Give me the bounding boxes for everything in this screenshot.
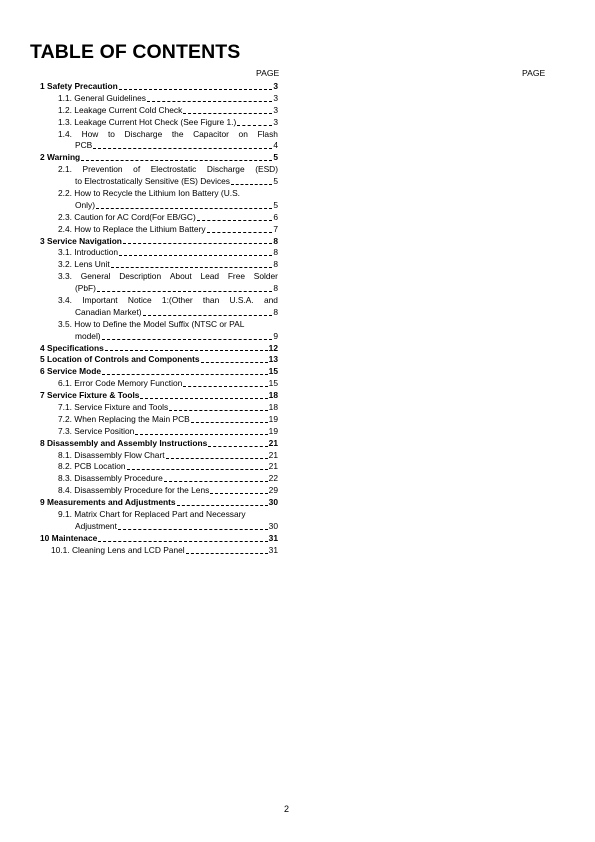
toc-page-number: 21 xyxy=(268,449,278,460)
toc-entry-title: 3.2. Lens Unit xyxy=(58,259,110,270)
toc-chapter-entry[interactable] xyxy=(30,438,278,450)
toc-leader-dots xyxy=(143,315,273,316)
toc-entry-continuation[interactable] xyxy=(30,140,278,152)
toc-leader-dots xyxy=(81,160,272,161)
toc-entry-title: 8.2. PCB Location xyxy=(58,461,126,472)
toc-leader-dots xyxy=(111,267,273,268)
toc-page-number: 19 xyxy=(268,413,278,424)
toc-entry-title: 8 Disassembly and Assembly Instructions xyxy=(40,437,208,448)
toc-page-number: 8 xyxy=(273,283,278,294)
toc-chapter-entry[interactable] xyxy=(30,343,278,355)
toc-leader-dots xyxy=(119,89,273,90)
toc-leader-dots xyxy=(96,208,272,209)
toc-entry-title: 3.5. How to Define the Model Suffix (NTSC or PAL xyxy=(58,318,245,329)
toc-section-entry[interactable] xyxy=(30,414,278,426)
toc-entry-title: 1.1. General Guidelines xyxy=(58,92,146,103)
toc-page-number: 13 xyxy=(268,354,278,365)
toc-entry-title: to Electrostatically Sensitive (ES) Devices xyxy=(75,176,230,187)
toc-leader-dots xyxy=(197,220,273,221)
toc-leader-dots xyxy=(98,541,267,542)
toc-page-number: 3 xyxy=(273,116,278,127)
toc-page-number: 3 xyxy=(273,92,278,103)
toc-leader-dots xyxy=(119,255,272,256)
toc-entry-title: 8.4. Disassembly Procedure for the Lens xyxy=(58,485,210,496)
toc-section-entry[interactable] xyxy=(30,450,278,462)
toc-leader-dots xyxy=(169,410,268,411)
toc-entry-title: 6.1. Error Code Memory Function xyxy=(58,378,183,389)
toc-entry-continuation[interactable] xyxy=(30,521,278,533)
toc-chapter-entry[interactable] xyxy=(30,390,278,402)
toc-section-entry[interactable] xyxy=(30,259,278,271)
toc-leader-dots xyxy=(105,350,268,351)
toc-entry-title: 3.1. Introduction xyxy=(58,247,119,258)
toc-section-entry[interactable] xyxy=(30,188,278,200)
toc-entry-title: 3 Service Navigation xyxy=(40,235,122,246)
toc-entry-continuation[interactable] xyxy=(30,331,278,343)
toc-entry-title: 2.1. Prevention of Electrostatic Discharge (ESD) xyxy=(58,164,278,175)
toc-section-entry[interactable] xyxy=(30,545,278,557)
toc-section-entry[interactable] xyxy=(30,117,278,129)
toc-page-number: 18 xyxy=(268,402,278,413)
toc-section-entry[interactable] xyxy=(30,485,278,497)
toc-section-entry[interactable] xyxy=(30,105,278,117)
toc-entry-title: PCB xyxy=(75,140,93,151)
toc-page-number: 21 xyxy=(268,461,278,472)
toc-leader-dots xyxy=(166,458,268,459)
toc-page-number: 19 xyxy=(268,425,278,436)
toc-section-entry[interactable] xyxy=(30,319,278,331)
toc-section-entry[interactable] xyxy=(30,426,278,438)
toc-leader-dots xyxy=(118,529,268,530)
toc-entry-title: 8.3. Disassembly Procedure xyxy=(58,473,163,484)
toc-leader-dots xyxy=(127,469,268,470)
toc-leader-dots xyxy=(237,125,272,126)
toc-page-number: 15 xyxy=(268,366,278,377)
toc-section-entry[interactable] xyxy=(30,402,278,414)
toc-page-number: 18 xyxy=(268,390,278,401)
toc-entry-title: 2.4. How to Replace the Lithium Battery xyxy=(58,223,206,234)
toc-section-entry[interactable] xyxy=(30,164,278,176)
toc-chapter-entry[interactable] xyxy=(30,533,278,545)
toc-page-number: 8 xyxy=(273,306,278,317)
toc-entry-title: 9.1. Matrix Chart for Replaced Part and Necessary xyxy=(58,509,246,520)
toc-page-number: 5 xyxy=(273,199,278,210)
toc-page-number: 30 xyxy=(268,520,278,531)
toc-page-number: 12 xyxy=(268,342,278,353)
toc-entry-title: 7.1. Service Fixture and Tools xyxy=(58,402,169,413)
toc-section-entry[interactable] xyxy=(30,295,278,307)
toc-entry-title: model) xyxy=(75,330,101,341)
toc-leader-dots xyxy=(135,434,267,435)
toc-entry-title: 3.4. Important Notice 1:(Other than U.S.A. and xyxy=(58,295,278,306)
toc-page-number: 15 xyxy=(268,378,278,389)
toc-section-entry[interactable] xyxy=(30,271,278,283)
toc-section-entry[interactable] xyxy=(30,93,278,105)
toc-entry-title: 1.3. Leakage Current Hot Check (See Figure 1.) xyxy=(58,116,237,127)
toc-page-number: 29 xyxy=(268,485,278,496)
toc-page-number: 7 xyxy=(273,223,278,234)
toc-entry-title: 9 Measurements and Adjustments xyxy=(40,497,176,508)
toc-page-number: 8 xyxy=(273,259,278,270)
toc-entry-title: Canadian Market) xyxy=(75,306,142,317)
toc-leader-dots xyxy=(123,243,272,244)
toc-entry-title: 1 Safety Precaution xyxy=(40,81,118,91)
toc-section-entry[interactable] xyxy=(30,224,278,236)
toc-leader-dots xyxy=(183,386,267,387)
toc-page-number: 3 xyxy=(273,81,278,91)
toc-leader-dots xyxy=(102,339,273,340)
toc-page-number: 30 xyxy=(268,497,278,508)
toc-entry-title: 6 Service Mode xyxy=(40,366,101,377)
toc-leader-dots xyxy=(186,553,268,554)
toc-page-number: 8 xyxy=(273,235,278,246)
toc-leader-dots xyxy=(210,493,267,494)
toc-page-number: 31 xyxy=(268,532,278,543)
toc-leader-dots xyxy=(97,291,272,292)
page-column-heading-right: PAGE xyxy=(522,68,546,78)
toc-entry-title: 4 Specifications xyxy=(40,342,104,353)
toc-page-number: 8 xyxy=(273,247,278,258)
toc-chapter-entry[interactable] xyxy=(30,497,278,509)
toc-section-entry[interactable] xyxy=(30,378,278,390)
toc-chapter-entry[interactable] xyxy=(30,152,278,164)
toc-section-entry[interactable] xyxy=(30,462,278,474)
toc-leader-dots xyxy=(93,148,272,149)
toc-leader-dots xyxy=(207,232,273,233)
page-column-heading: PAGE xyxy=(256,68,280,78)
toc-entry-title: 10 Maintenace xyxy=(40,532,98,543)
toc-chapter-entry[interactable] xyxy=(30,354,278,366)
toc-leader-dots xyxy=(177,505,268,506)
toc-entry-title: 2 Warning xyxy=(40,152,81,163)
toc-page-number: 9 xyxy=(273,330,278,341)
toc-chapter-entry[interactable] xyxy=(30,366,278,378)
toc-section-entry[interactable] xyxy=(30,473,278,485)
toc-entry-title: 7.2. When Replacing the Main PCB xyxy=(58,413,190,424)
toc-entry-continuation[interactable] xyxy=(30,283,278,295)
toc-entry-title: 8.1. Disassembly Flow Chart xyxy=(58,449,165,460)
toc-page-number: 5 xyxy=(273,176,278,187)
toc-page-number: 6 xyxy=(273,211,278,222)
toc-entry-continuation[interactable] xyxy=(30,176,278,188)
toc-section-entry[interactable] xyxy=(30,247,278,259)
toc-entry-title: 2.3. Caution for AC Cord(For EB/GC) xyxy=(58,211,196,222)
toc-leader-dots xyxy=(201,362,268,363)
toc-leader-dots xyxy=(140,398,267,399)
toc-entry-title: (PbF) xyxy=(75,283,96,294)
toc-chapter-entry[interactable] xyxy=(30,81,278,93)
toc-leader-dots xyxy=(231,184,272,185)
toc-entry-title: Only) xyxy=(75,199,96,210)
toc-leader-dots xyxy=(183,113,272,114)
toc-entry-title: 7 Service Fixture & Tools xyxy=(40,390,140,401)
toc-page-number: 22 xyxy=(268,473,278,484)
table-of-contents xyxy=(30,81,278,557)
toc-entry-title: 3.3. General Description About Lead Free Solder xyxy=(58,271,278,282)
toc-section-entry[interactable] xyxy=(30,129,278,141)
toc-page-number: 5 xyxy=(273,152,278,163)
toc-chapter-entry[interactable] xyxy=(30,236,278,248)
toc-entry-title: 1.4. How to Discharge the Capacitor on Flash xyxy=(58,128,278,139)
toc-page-number: 4 xyxy=(273,140,278,151)
toc-page-number: 21 xyxy=(268,437,278,448)
toc-leader-dots xyxy=(147,101,272,102)
toc-entry-title: 10.1. Cleaning Lens and LCD Panel xyxy=(51,544,185,555)
toc-entry-title: 7.3. Service Position xyxy=(58,425,135,436)
toc-entry-continuation[interactable] xyxy=(30,307,278,319)
toc-leader-dots xyxy=(191,422,268,423)
toc-entry-title: 1.2. Leakage Current Cold Check xyxy=(58,104,183,115)
toc-leader-dots xyxy=(208,446,267,447)
toc-page-number: 3 xyxy=(273,104,278,115)
toc-entry-continuation[interactable] xyxy=(30,200,278,212)
page-number: 2 xyxy=(284,804,290,814)
toc-leader-dots xyxy=(102,374,268,375)
toc-section-entry[interactable] xyxy=(30,212,278,224)
toc-leader-dots xyxy=(164,481,268,482)
toc-section-entry[interactable] xyxy=(30,509,278,521)
document-title: TABLE OF CONTENTS xyxy=(30,41,241,63)
toc-page-number: 31 xyxy=(268,544,278,555)
toc-entry-title: Adjustment xyxy=(75,520,117,531)
toc-entry-title: 2.2. How to Recycle the Lithium Ion Battery (U.S. xyxy=(58,188,241,198)
toc-entry-title: 5 Location of Controls and Components xyxy=(40,354,200,365)
